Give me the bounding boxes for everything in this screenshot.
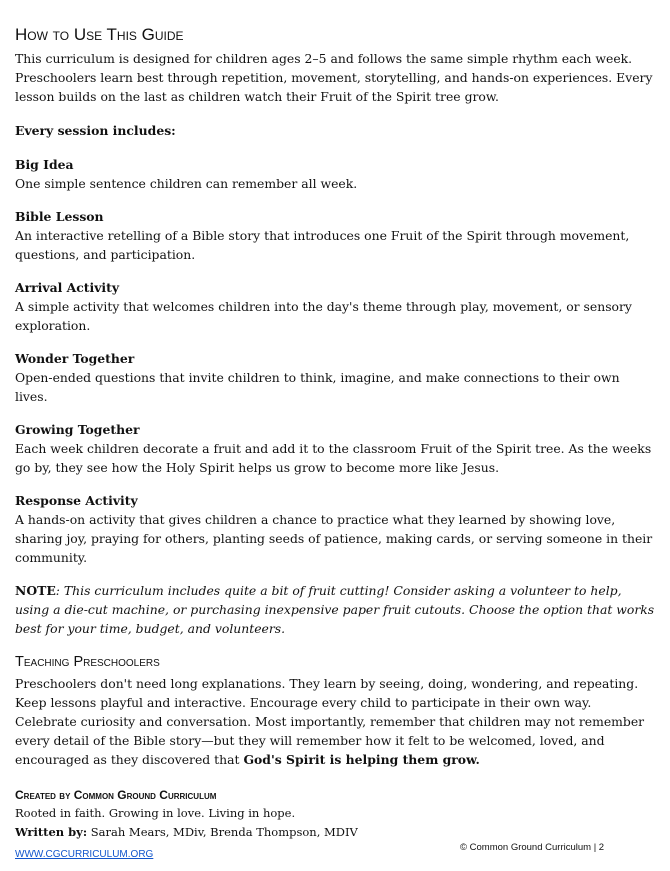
section-big-idea xyxy=(15,155,655,193)
teaching-emphasis: God's Spirit is helping them grow. xyxy=(243,752,480,767)
authors: Sarah Mears, MDiv, Brenda Thompson, MDIV xyxy=(87,825,358,839)
section-growing-together xyxy=(15,420,655,477)
credits-tagline: Rooted in faith. Growing in love. Living in hope. xyxy=(15,806,296,820)
written-by-label: Written by: xyxy=(15,825,88,839)
page-content xyxy=(15,24,655,864)
section-title: Growing Together xyxy=(15,422,140,437)
section-wonder-together xyxy=(15,349,655,406)
section-text: Each week children decorate a fruit and add it to the classroom Fruit of the Spirit tree. As the weeks go by, they see how the Holy Spirit helps us grow to become more like Jesus. xyxy=(15,441,652,475)
credits-heading: Created by Common Ground Curriculum xyxy=(15,788,217,802)
fruit-cutting-note xyxy=(15,581,655,638)
guide-intro: This curriculum is designed for children ages 2–5 and follows the same simple rhythm each week. Preschoolers learn best through repetition, movement, storytelling, and hands-on experiences. Every lesson builds on the last as children watch their Fruit of the Spirit tree grow. xyxy=(15,51,653,104)
includes-label: Every session includes: xyxy=(15,123,176,138)
section-response-activity xyxy=(15,491,655,567)
teaching-body: Preschoolers don't need long explanations. They learn by seeing, doing, wondering, and repeating. Keep lessons playful and interactive. Encourage every child to participate in their own way. Celebrate curiosity and conversation. Most importantly, remember that children may not remember every detail of the Bible story—but they will remember how it felt to be welcomed, loved, and encouraged as they discovered that xyxy=(15,676,645,767)
note-text: : This curriculum includes quite a bit of fruit cutting! Consider asking a volunteer to help, using a die-cut machine, or purchasing inexpensive paper fruit cutouts. Choose the option that works best for your time, budget, and volunteers. xyxy=(15,583,655,636)
section-bible-lesson xyxy=(15,207,655,264)
page-footer: © Common Ground Curriculum | 2 xyxy=(460,842,605,853)
section-title: Response Activity xyxy=(15,493,138,508)
website-link[interactable]: WWW.CGCURRICULUM.ORG xyxy=(15,849,154,860)
section-title: Wonder Together xyxy=(15,351,135,366)
section-text: A simple activity that welcomes children into the day's theme through play, movement, or sensory exploration. xyxy=(15,299,632,333)
section-text: A hands-on activity that gives children a chance to practice what they learned by showing love, sharing joy, praying for others, planting seeds of patience, making cards, or serving someone in their community. xyxy=(15,512,653,565)
teaching-text xyxy=(15,674,655,769)
section-text: One simple sentence children can remember all week. xyxy=(15,176,358,191)
section-arrival-activity xyxy=(15,278,655,335)
section-title: Big Idea xyxy=(15,157,74,172)
teaching-title: Teaching Preschoolers xyxy=(15,654,160,670)
note-label: NOTE xyxy=(15,583,56,598)
section-title: Bible Lesson xyxy=(15,209,104,224)
section-text: Open-ended questions that invite children to think, imagine, and make connections to their own lives. xyxy=(15,370,620,404)
credits-authors-line xyxy=(15,823,655,842)
section-text: An interactive retelling of a Bible story that introduces one Fruit of the Spirit through movement, questions, and participation. xyxy=(15,228,630,262)
guide-title: How to Use This Guide xyxy=(15,25,184,44)
section-title: Arrival Activity xyxy=(15,280,120,295)
